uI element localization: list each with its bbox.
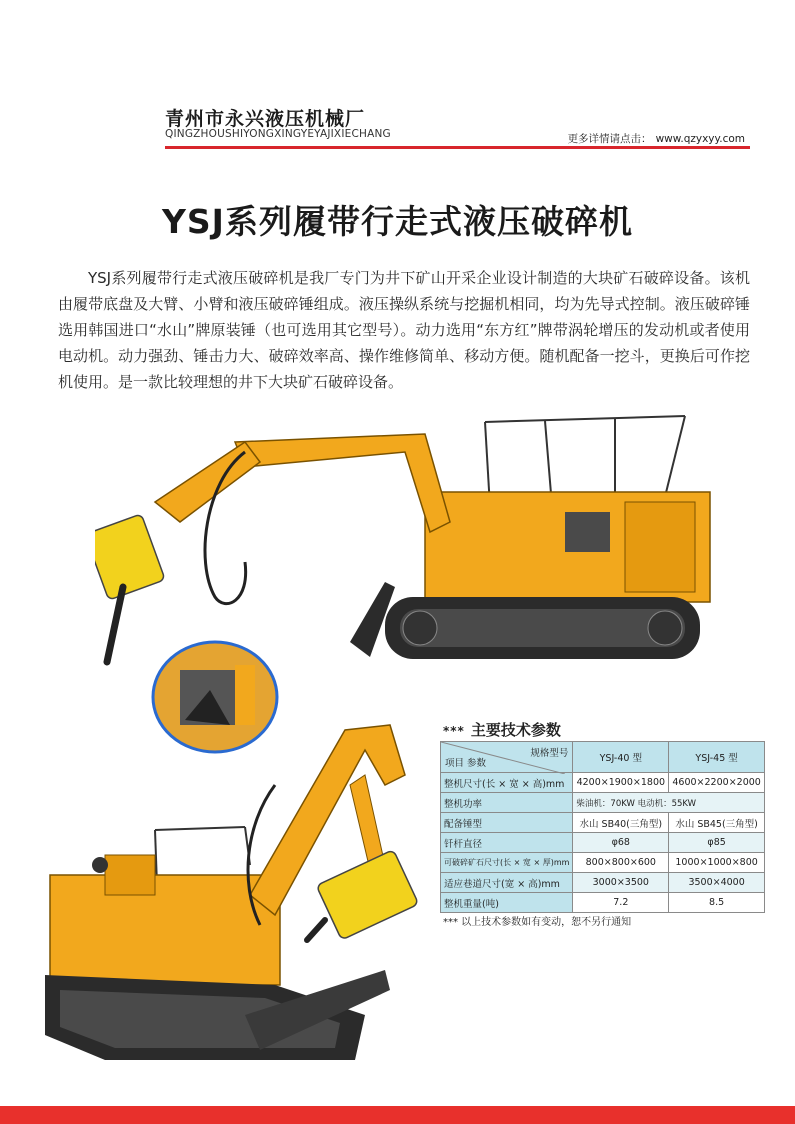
- row-label: 配备锤型: [441, 813, 573, 833]
- table-row: [441, 773, 765, 793]
- row-value: 7.2: [573, 893, 669, 913]
- row-label: 可破碎矿石尺寸(长 × 宽 × 厚)mm: [441, 853, 573, 873]
- specs-note: *** 以上技术参数如有变动，恕不另行通知: [443, 917, 632, 928]
- row-value: 柴油机：70KW 电动机：55KW: [573, 793, 765, 813]
- row-value: φ68: [573, 833, 669, 853]
- more-info: [568, 131, 745, 146]
- specs-title: 主要技术参数: [470, 721, 561, 739]
- table-row: [441, 893, 765, 913]
- breaker-machine-illustration-2: [45, 715, 425, 1080]
- specs-table: [440, 741, 765, 913]
- row-label: 适应巷道尺寸(宽 × 高)mm: [441, 873, 573, 893]
- footer-bar: [0, 1106, 795, 1124]
- company-name-cn: 青州市永兴液压机械厂: [165, 108, 366, 130]
- row-label: 整机尺寸(长 × 宽 × 高)mm: [441, 773, 573, 793]
- breaker-machine-illustration-1: [95, 412, 715, 677]
- table-header-row: [441, 742, 765, 773]
- specs-heading: [443, 719, 561, 740]
- page-title: YSJ系列履带行走式液压破碎机: [162, 202, 633, 241]
- table-row: [441, 793, 765, 813]
- row-value: 4600×2200×2000: [669, 773, 765, 793]
- row-label: 钎杆直径: [441, 833, 573, 853]
- row-value: 1000×1000×800: [669, 853, 765, 873]
- row-value: 3000×3500: [573, 873, 669, 893]
- header-model-2: YSJ-45 型: [669, 742, 765, 773]
- more-info-label: 更多详情请点击：: [567, 133, 652, 145]
- header-model-1: YSJ-40 型: [573, 742, 669, 773]
- row-value: 水山 SB45(三角型): [669, 813, 765, 833]
- row-label: 整机重量(吨): [441, 893, 573, 913]
- header-divider: [165, 146, 750, 149]
- specs-stars: ***: [443, 724, 465, 738]
- table-row: [441, 833, 765, 853]
- row-value: 800×800×600: [573, 853, 669, 873]
- row-value: 3500×4000: [669, 873, 765, 893]
- row-value: 4200×1900×1800: [573, 773, 669, 793]
- website-link[interactable]: www.qzyxyy.com: [655, 133, 745, 145]
- row-label: 整机功率: [441, 793, 573, 813]
- row-value: 8.5: [669, 893, 765, 913]
- boom-arm: [235, 434, 450, 532]
- intro-paragraph: YSJ系列履带行走式液压破碎机是我厂专门为井下矿山开采企业设计制造的大块矿石破碎设备。该机由履带底盘及大臂、小臂和液压破碎锤组成。液压操纵系统与挖掘机相同，均为先导式控制。液压破碎锤选用韩国进口“水山”牌原装锤（也可选用其它型号）。动力选用“东方红”牌带涡轮增压的发动机或者使用电动机。动力强劲、锤击力大、破碎效率高、操作维修简单、移动方便。随机配备一挖斗，更换后可作挖机使用。是一款比较理想的井下大块矿石破碎设备。: [58, 269, 750, 391]
- table-row: [441, 853, 765, 873]
- header-item-label: 项目 参数: [445, 758, 487, 769]
- table-row: [441, 873, 765, 893]
- company-name-en: QINGZHOUSHIYONGXINGYEYAJIXIECHANG: [165, 128, 391, 140]
- table-row: [441, 813, 765, 833]
- header-diagonal-cell: [441, 742, 573, 773]
- hydraulic-breaker: [316, 850, 418, 940]
- header-model-label: 规格型号: [530, 748, 569, 759]
- machine-body: [50, 875, 280, 985]
- row-value: 水山 SB40(三角型): [573, 813, 669, 833]
- hydraulic-breaker: [95, 514, 165, 600]
- row-value: φ85: [669, 833, 765, 853]
